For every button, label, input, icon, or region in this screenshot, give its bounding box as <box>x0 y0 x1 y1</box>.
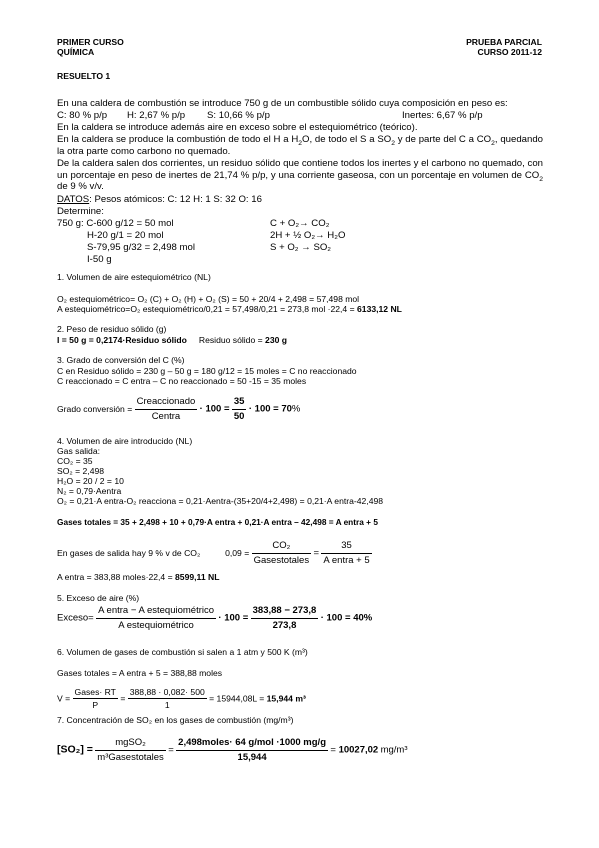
data-line: DATOS: Pesos atómicos: C: 12 H: 1 S: 32 O: 16 <box>57 194 262 205</box>
s4-h2o: H₂O = 20 / 2 = 10 <box>57 476 124 486</box>
composition-s: S: 10,66 % p/p <box>207 110 270 121</box>
statement-p1: En una caldera de combustión se introduce 750 g de un combustible sólido cuya composición en peso es: <box>57 98 508 109</box>
s4-total-gases: Gases totales = 35 + 2,498 + 10 + 0,79·A entra + 0,21·A entra – 42,498 = A entra + 5 <box>57 517 378 527</box>
s3-line2: C reaccionado = C entra – C no reaccionado = 50 -15 = 35 moles <box>57 376 307 386</box>
reaction-c: C + O₂→ CO₂ <box>270 218 330 229</box>
s4-n2: N₂ = 0,79·Aentra <box>57 486 122 496</box>
s3-equation: Grado conversión = $\frac{\text{Creaccionado}}{\text{Centra}}$ · 100 = $\frac{35}{50}$ · 100 = 70% <box>57 396 301 422</box>
s5-equation: Exceso= $\frac{\text{A entra − A estequiométrico}}{\text{A estequiométrico}}$ · 100 = $\frac{383,88 - 273,8}{273,8}$ · 100 = 40% <box>57 605 373 631</box>
s1-title: 1. Volumen de aire estequiométrico (NL) <box>57 272 211 282</box>
s7-equation: [SO₂] = $\frac{\text{mgSO₂}}{\text{m³Gasestotales}}$ = $\frac{\text{2,498moles· 64 g/mol ·1000 mg/g}}{15,944}$ = 10027,02 mg/m³ <box>57 737 408 763</box>
s4-title: 4. Volumen de aire introducido (NL) <box>57 436 193 446</box>
header-course: PRIMER CURSO <box>57 37 124 47</box>
page-title: RESUELTO 1 <box>57 71 111 81</box>
s4-gas: Gas salida: <box>57 446 100 456</box>
determine-label: Determine: <box>57 206 104 217</box>
s4-o2: O₂ = 0,21·A entra-O₂ reacciona = 0,21·Aentra-(35+20/4+2,498) = 0,21·A entra-42,498 <box>57 496 384 506</box>
statement-p2: En la caldera se introduce además aire en exceso sobre el estequiométrico (teórico). <box>57 122 418 133</box>
statement-p4: De la caldera salen dos corrientes, un residuo sólido que contiene todos los inertes y el carbono no quemado, con un porcentaje en peso de inertes de 21,74 % p/p, y una corriente gaseosa, con un porcentaje en volumen de $CO_2$ de 9 % v/v. <box>57 158 543 193</box>
s3-title: 3. Grado de conversión del C (%) <box>57 355 185 365</box>
composition-c: C: 80 % p/p <box>57 110 108 121</box>
s1-line1: O₂ estequiométrico= O₂ (C) + O₂ (H) + O₂ (S) = 50 + 20/4 + 2,498 = 57,498 mol <box>57 294 360 304</box>
s4-equation: En gases de salida hay 9 % v de CO₂ 0,09 = $\frac{\text{CO₂}}{\text{Gasestotales}}$ = $\frac{35}{\text{A entra + 5}}$ <box>57 540 370 566</box>
s1-line2: A estequiométrico=O₂ estequiométrico/0,21 = 57,498/0,21 = 273,8 mol ·22,4 = 6133,12 NL <box>57 304 402 314</box>
composition-h: H: 2,67 % p/p <box>127 110 186 121</box>
reaction-s: S + O₂ → SO₂ <box>270 242 332 253</box>
s4-co2: CO₂ = 35 <box>57 456 93 466</box>
s3-line1: C en Residuo sólido = 230 g – 50 g = 180 g/12 = 15 moles = C no reaccionado <box>57 366 357 376</box>
header-year: CURSO 2011-12 <box>477 47 542 57</box>
header-subject: QUÍMICA <box>57 47 95 57</box>
composition-inert: Inertes: 6,67 % p/p <box>402 110 483 121</box>
s6-equation: V = $\frac{\text{Gases· RT}}{P}$ = $\frac{388,88 \cdot 0,082\cdot 500}{1}$ = 15944,08L = 15,944 m³ <box>57 687 306 711</box>
calc-c: 750 g: C-600 g/12 = 50 mol <box>57 218 174 229</box>
calc-s: S-79,95 g/32 = 2,498 mol <box>87 242 196 253</box>
s2-title: 2. Peso de residuo sólido (g) <box>57 324 167 334</box>
s6-total: Gases totales = A entra + 5 = 388,88 moles <box>57 668 223 678</box>
s6-title: 6. Volumen de gases de combustión si salen a 1 atm y 500 K (m³) <box>57 647 308 657</box>
header-exam: PRUEBA PARCIAL <box>466 37 542 47</box>
s7-title: 7. Concentración de SO₂ en los gases de combustión (mg/m³) <box>57 715 294 725</box>
s5-title: 5. Exceso de aire (%) <box>57 593 140 603</box>
calc-i: I-50 g <box>87 254 112 265</box>
s4-so2: SO₂ = 2,498 <box>57 466 105 476</box>
reaction-h: 2H + ½ O₂→ H₂O <box>270 230 346 241</box>
calc-h: H-20 g/1 = 20 mol <box>87 230 164 241</box>
s2-line1: I = 50 g = 0,2174·Residuo sólido Residuo sólido = 230 g <box>57 335 288 345</box>
s4-result: A entra = 383,88 moles·22,4 = 8599,11 NL <box>57 572 220 582</box>
statement-p3: En la caldera se produce la combustión de todo el H a $H_2O$, de todo el S a $SO_2$ y de parte del C a $CO_2$, quedando la otra parte como carbono no quemado. <box>57 134 544 157</box>
